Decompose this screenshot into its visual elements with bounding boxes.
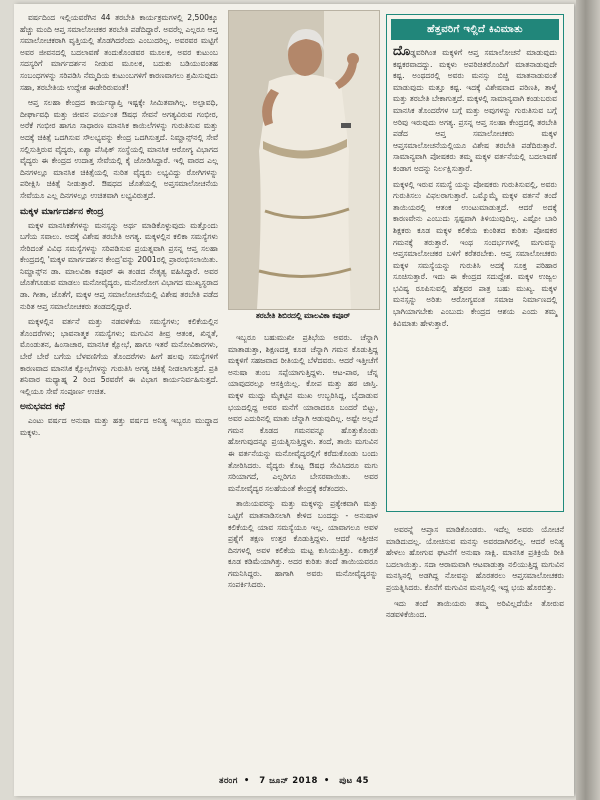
section2-paragraph-1: ಎಂಟು ವರ್ಷದ ಅನುಷಾ ಮತ್ತು ಹತ್ತು ವರ್ಷದ ಅನಿತ್ಯ ಇಬ್ಬರೂ ಮುದ್ದಾದ ಮಕ್ಕಳು. (20, 416, 218, 437)
middle-paragraph-1: ಇಬ್ಬರೂ ಬಹುಮುಖೀ ಪ್ರತಿಭೆಯ ಅವರು. ಚೆನ್ನಾಗಿ ಮಾತಾಡುತ್ತಾ, ಶಿಕ್ಷಣದತ್ತ ಕೂಡ ಚೆನ್ನಾಗಿ ಗಮನ ಕೊಡುತ್ತಿದ್ದ ಮಕ್ಕಳಿಗೆ ಸಹಜವಾದ ರೀತಿಯಲ್ಲಿ ಬೆಳೆದವರು. ಆದರೆ ಇತ್ತೀಚೆಗೆ ಅನುಷಾ ತುಂಬ ಸಪ್ಪೆಯಾಗುತ್ತಿದ್ದಳು. ಆಟ-ಪಾಠ, ಚೆನ್ನ ಯಾವುದರಲ್ಲೂ ಆಸಕ್ತಿಯಿಲ್ಲ. ಕೋಪ ಮತ್ತು ಹಠ ಜಾಸ್ತಿ. ಮಕ್ಕಳ ಮುದ್ದು ಮೈಕಟ್ಟಿನ ಮುಖ ಉಬ್ಬರಿಸಿದ್ದ, ಬೈದಾಡುವ ಭಯದಲ್ಲಿದ್ದ ಅವರ ಮನೆಗೆ ಯಾರಾದರೂ ಬಂದರೆ ಬಿಟ್ಟು, ಅವರ ಎದುರಿನಲ್ಲಿ ಮಾತು ಚೆನ್ನಾಗಿ ಆಡುವುದಿಲ್ಲ. ಅಷ್ಟೇ ಅಲ್ಲದೆ ಗಮನ ಕೊಡದ ಗಮನವನ್ನೂ ಹೊತ್ತುಕೊಂಡು ಹೋಗುವುದನ್ನೂ ಪ್ರಯತ್ನಿಸುತ್ತಿದ್ದಳು. ತಂದೆ, ತಾಯಿ ಮಗುವಿನ ಈ ವರ್ತನೆಯನ್ನು ಮನೋವೈದ್ಯರಲ್ಲಿಗೆ ಕರೆದುಕೊಂಡು ಬಂದು ತೋರಿಸಿದರು. ವೈದ್ಯರು ಕೊಟ್ಟ ಔಷಧ ಸೇವಿಸಿದರೂ ಮಗು ಸರಿಯಾಗದೆ, ಎಲ್ಲರಿಗೂ ಬೇಸರವಾಯಿತು. ಅವರ ಮನೋವೈದ್ಯರ ಸಲಹೆಯಂತೆ ಕೇಂದ್ರಕ್ಕೆ ಕರೆತಂದರು. (228, 333, 378, 493)
sidebar-paragraph-1 (393, 46, 557, 175)
sidebar-body (387, 44, 563, 335)
right-paragraph-1: ಅವರನ್ನೆ ಆಪ್ತಾಸ ಮಾಡಿಕೊಂಡರು. ಇದೆಲ್ಲ ಅವರು ಯೋಚನೆ ಮಾಡಿದುದಲ್ಲ. ಯೋಚಿಸುವ ಮನಸ್ಸು ಅವರದಾಗಿರಲಿಲ್ಲ. ಆದರೆ ಅನಿತ್ಯ ಹೇಳಲು ಹೋಗುವ ಘಟನೆಗೆ ಅನುಷಾ ಸಾಕ್ಷಿ. ಮಾನಸಿಕ ಪ್ರತಿಕ್ರಿಯೆ ರೀತಿ ಬದಲಾಯಿತ್ತು. ಸದಾ ಆರಾಮವಾಗಿ ಆಟವಾಡುತ್ತಾ ನಲಿಯುತ್ತಿದ್ದ ಮಗುವಿನ ಮನಸ್ಸಿನಲ್ಲಿ ಅಡಗಿದ್ದ ನೋವನ್ನು ಹೊರತರಲು ಆಪ್ತಸಮಾಲೋಚಕರು ಪ್ರಯತ್ನಿಸಿದರು. ಕೊನೆಗೆ ಮಗುವಿನ ಮನಸ್ಸಿನಲ್ಲಿ ಇದ್ದ ಭಯ ಹೊರಬಿತ್ತು. (386, 525, 564, 592)
speaker-illustration (229, 11, 379, 309)
magazine-page (14, 4, 574, 796)
intro-paragraph-2: ಆಪ್ತ ಸಲಹಾ ಕೇಂದ್ರದ ಕಾರ್ಯವ್ಯಾಪ್ತಿ ಇಷ್ಟಕ್ಕೇ ಸೀಮಿತವಾಗಿಲ್ಲ. ಅಲ್ಪಾವಧಿ, ದೀರ್ಘಾವಧಿ ಮತ್ತು ಜೀವನ ಪರ್ಯಂತ ಔಷಧ ಸೇವನೆ ಅಗತ್ಯವಿರುವ ಗಂಭೀರ, ಅರೆಕೆ ಗಂಭೀರ ಹಾಗೂ ಸಾಧಾರಣ ಮಾನಸಿಕ ಕಾಯಿಲೆಗಳನ್ನು ಗುರುತಿಸುವ ಮತ್ತು ಅದಕ್ಕೆ ಚಿಕಿತ್ಸೆ ಒದಗಿಸುವ ಸೌಲಭ್ಯವನ್ನು ಕೇಂದ್ರ ಒದಗಿಸುತ್ತದೆ. ನಿಮ್ಹಾನ್ಸ್‌ನಲ್ಲಿ ಸೇವೆ ಸಲ್ಲಿಸುತ್ತಿರುವ ವೈದ್ಯರು, ಏಶ್ಯಾ ಪೆಸಿಫಿಕ್ ಸಂಸ್ಥೆಯಲ್ಲಿ ಮಾನಸಿಕ ಆರೋಗ್ಯ ವಿಭಾಗದ ವೈದ್ಯರು ಈ ಕೇಂದ್ರದ ಉದಾತ್ತ ಸೇವೆಯಲ್ಲಿ ಕೈ ಜೋಡಿಸಿದ್ದಾರೆ. ಇಲ್ಲಿ ವಾರದ ಎಲ್ಲ ದಿನಗಳಲ್ಲೂ ಮಾನಸಿಕ ಚಿಕಿತ್ಸೆಯಲ್ಲಿ ನುರಿತ ವೈದ್ಯರು ಲಭ್ಯವಿದ್ದು ರೋಗಿಗಳನ್ನು ಪರೀಕ್ಷಿಸಿ ಚಿಕಿತ್ಸೆ ನೀಡುತ್ತಾರೆ. ಔಷಧದ ಜೊತೆಯಲ್ಲಿ ಅಪ್ತಸಮಾಲೋಚನೆಯ ಸೇವೆಯೂ ಎಲ್ಲ ದಿನಗಳಲ್ಲೂ ಉಚಿತವಾಗಿ ಲಭ್ಯವಿರುತ್ತದೆ. (20, 98, 218, 200)
middle-paragraph-2: ತಾಯಿಯವರನ್ನು ಮತ್ತು ಮಕ್ಕಳನ್ನು ಪ್ರತ್ಯೇಕವಾಗಿ ಮತ್ತು ಒಟ್ಟಿಗೆ ಮಾತನಾಡಿಸಲಾಗಿ ಕೇಳಿದ ಬಂದದ್ದು - ಅನುಷಾಳ ಕಲಿಕೆಯಲ್ಲಿ ಯಾವ ಸಮಸ್ಯೆಯೂ ಇಲ್ಲ. ಯಾವಾಗಲೂ ಅವಳ ಪ್ರಶ್ನೆಗೆ ತಕ್ಷಣ ಉತ್ತರ ಕೊಡುತ್ತಿದ್ದಳು. ಆದರೆ ಇತ್ತೀಚಿನ ದಿನಗಳಲ್ಲಿ ಅವಳ ಕಲಿಕೆಯ ಮಟ್ಟ ಕುಸಿಯುತ್ತಿತ್ತು. ಏಕಾಗ್ರತೆ ಕೂಡ ಕಡಿಮೆಯಾಗಿತ್ತು. ಅದರ ಕುರಿತು ತಂದೆ ತಾಯಿಯವರೂ ಗಮನಿಸಿದ್ದರು. ಹಾಗಾಗಿ ಅವರು ಮನೋವೈದ್ಯರನ್ನು ಸಂಪರ್ಕಿಸಿದರು. (228, 499, 378, 590)
left-column (20, 12, 218, 772)
sidebar-title: ಹೆತ್ತವರಿಗೆ ಇಲ್ಲಿದೆ ಕಿವಿಮಾತು (391, 19, 559, 40)
page-binding-edge (576, 0, 600, 800)
section1-paragraph-2: ಮಕ್ಕಳಲ್ಲಿನ ವರ್ತನೆ ಮತ್ತು ನಡವಳಿಕೆಯ ಸಮಸ್ಯೆಗಳು; ಕಲಿಕೆಯಲ್ಲಿನ ತೊಂದರೆಗಳು; ಭಾವನಾತ್ಮಕ ಸಮಸ್ಯೆಗಳು; ಮಗುವಿನ ತೀವ್ರ ಆತಂಕ, ಖಿನ್ನತೆ, ಮೊಂಡುತನ, ಹಿಂಸಾಚಾರ, ಮಾನಸಿಕ ಕ್ಷೋಭೆ, ಹಾಗೂ ಇತರೆ ಮನೋವಿಕಾರಗಳು, ಬೇರೆ ಬೇರೆ ಬಗೆಯ ಬೆಳವಣಿಗೆಯ ತೊಂದರೆಗಳು ಹೀಗೆ ಹಲವು ಸಮಸ್ಯೆಗಳಿಗೆ ಕಾರಣವಾದ ಮಾನಸಿಕ ಕ್ಷೋಭೆಗಳನ್ನು ಗುರುತಿಸಿ ಅಗತ್ಯ ಚಿಕಿತ್ಸೆ ನೀಡಲಾಗುತ್ತದೆ. ಪ್ರತಿ ಶನಿವಾರ ಮಧ್ಯಾಹ್ನ 2 ರಿಂದ 5ರವರೆಗೆ ಈ ವಿಭಾಗ ಕಾರ್ಯನಿರ್ವಹಿಸುತ್ತದೆ. ಇಲ್ಲಿಯೂ ಸೇವೆ ಸಂಪೂರ್ಣ ಉಚಿತ. (20, 317, 218, 396)
sidebar-paragraph-1-text: ಡ್ಡವರಿಗಿಂತ ಮಕ್ಕಳಿಗೆ ಆಪ್ತ ಸಮಾಲೋಚನೆ ಮಾಡುವುದು ಕಷ್ಟಕರವಾದದ್ದು. ಮಕ್ಕಳು ಅಪರಿಚಿತರೊಂದಿಗೆ ಮಾತನಾಡುವುದೇ ಕಷ್ಟ. ಅಂಥದರಲ್ಲಿ ಅವರು ಮನಸ್ಸು ಬಿಚ್ಚಿ ಮಾತನಾಡುವಂತೆ ಮಾಡುವುದು ಮತ್ತೂ ಕಷ್ಟ. ಇದಕ್ಕೆ ವಿಶೇಷವಾದ ಪರಿಣತಿ, ತಾಳ್ಮೆ ಮತ್ತು ತರಬೇತಿ ಬೇಕಾಗುತ್ತದೆ. ಮಕ್ಕಳಲ್ಲಿ ಸಾಮಾನ್ಯವಾಗಿ ಕಂಡುಬರುವ ಮಾನಸಿಕ ತೊಂದರೆಗಳ ಬಗ್ಗೆ ಮತ್ತು ಅವುಗಳನ್ನು ಗುರುತಿಸುವ ಬಗ್ಗೆ ಅರಿವು ಇರುವುದು ಅಗತ್ಯ. ಪ್ರಸನ್ನ ಆಪ್ತ ಸಲಹಾ ಕೇಂದ್ರದಲ್ಲಿ ತರಬೇತಿ ಪಡೆದ ಆಪ್ತ ಸಮಾಲೋಚಕರು ಮಕ್ಕಳ ಆಪ್ತಸಮಾಲೋಚನೆಯಲ್ಲಿಯೂ ವಿಶೇಷ ತರಬೇತಿ ಪಡೆದಿರುತ್ತಾರೆ. ಸಾಮಾನ್ಯವಾಗಿ ಪೋಷಕರು ತಮ್ಮ ಮಕ್ಕಳ ವರ್ತನೆಯಲ್ಲಿ ಬದಲಾವಣೆ ಕಂಡಾಗ ಅದನ್ನು ನಿರ್ಲಕ್ಷಿಸುತ್ತಾರೆ. (393, 48, 558, 173)
footer-page-number: ಪುಟ 45 (339, 776, 370, 786)
speaker-photo (228, 10, 380, 310)
section-heading-experience-story: ಅನುಭವದ ಕಥೆ (20, 402, 65, 413)
advice-sidebar-box (386, 14, 564, 512)
photo-caption: ತರಬೇತಿ ಶಿಬಿರದಲ್ಲಿ ಮಾಲವಿಕಾ ಕಪೂರ್ (255, 311, 351, 320)
footer-magazine-name: ತರಂಗ (218, 776, 238, 786)
section-heading-guidance-centre: ಮಕ್ಕಳ ಮಾರ್ಗದರ್ಶನ ಕೇಂದ್ರ (20, 206, 104, 217)
sidebar-paragraph-2: ಮಕ್ಕಳಲ್ಲಿ ಇರುವ ಸಮಸ್ಯೆ ಯನ್ನು ಪೋಷಕರು ಗುರುತಿಸುವಲ್ಲಿ, ಅವರು ಗುರುತಿಸಲು ವಿಫಲರಾಗುತ್ತಾರೆ. ಒಮ್ಮೊಮ್ಮೆ ಮಕ್ಕಳ ವರ್ತನೆ ತಂದೆ ತಾಯಿಯರಲ್ಲಿ ಆತಂಕ ಉಂಟುಮಾಡುತ್ತದೆ. ಆದರೆ ಅದಕ್ಕೆ ಕಾರಣವೇನು ಎಂಬುದು ಸ್ಪಷ್ಟವಾಗಿ ತಿಳಿಯುವುದಿಲ್ಲ. ಎಷ್ಟೋ ಬಾರಿ ಶಿಕ್ಷಕರು ಕೂಡ ಮಕ್ಕಳ ಕಲಿಕೆಯ ಕುಂಠಿತದ ಕುರಿತು ಪೋಷಕರ ಗಮನಕ್ಕೆ ತರುತ್ತಾರೆ. ಇಂಥ ಸಂದರ್ಭಗಳಲ್ಲಿ ಮಗುವನ್ನು ಆಪ್ತಸಮಾಲೋಚಕರ ಬಳಿಗೆ ಕರೆತರಬೇಕು. ಆಪ್ತ ಸಮಾಲೋಚಕರು ಮಕ್ಕಳ ಸಮಸ್ಯೆಯನ್ನು ಗುರುತಿಸಿ ಅದಕ್ಕೆ ಸೂಕ್ತ ಪರಿಹಾರ ಸೂಚಿಸುತ್ತಾರೆ. ಇದು ಈ ಕೇಂದ್ರದ ಸದುದ್ದೇಶ. ಮಕ್ಕಳ ಉಜ್ವಲ ಭವಿಷ್ಯ ರೂಪಿಸುವಲ್ಲಿ ಹೆತ್ತವರ ಪಾತ್ರ ಬಹು ಮುಖ್ಯ. ಮಕ್ಕಳ ಮನಸ್ಸನ್ನು ಅರಿತು ಆರೋಗ್ಯವಂತ ಸಮಾಜ ನಿರ್ಮಾಣದಲ್ಲಿ ಭಾಗಿಯಾಗಬೇಕು ಎಂಬುದು ಕೇಂದ್ರದ ಆಶಯ ಎಂದು ತಮ್ಮ ಕಿವಿಮಾತು ಹೇಳುತ್ತಾರೆ. (393, 179, 557, 328)
intro-paragraph-1: ವರ್ಷದಿಂದ ಇಲ್ಲಿಯವರೆಗಿನ 44 ತರಬೇತಿ ಕಾರ್ಯಕ್ರಮಗಳಲ್ಲಿ 2,500ಕ್ಕೂ ಹೆಚ್ಚು ಮಂದಿ ಆಪ್ತ ಸಮಾಲೋಚಕರ ತರಬೇತಿ ಪಡೆದಿದ್ದಾರೆ. ಅವರೆಲ್ಲ ಎಲ್ಲರೂ ಆಪ್ತ ಸಮಾಲೋಚಕರಾಗಿ ವೃತ್ತಿಯಲ್ಲಿ ತೊಡಗಿದರೆಂದು ಎಂಬುದರಿಲ್ಲ. ಅವರವರ ಮಟ್ಟಿಗೆ ಅವರ ಜೀವನದಲ್ಲಿ ಬದಲಾವಣೆ ತಂದುಕೊಂಡವರ ಮೂಲಕ, ಅವರ ಕುಟುಂಬ ಸದಸ್ಯರಿಗೆ ಮಾರ್ಗದರ್ಶನ ನೀಡುವ ಮೂಲಕ, ಬದುಕು ಬಡಿಯುವಂತಹ ಸಂಬಂಧಗಳನ್ನು ಸರಿಪಡಿಸಿ ನೆಮ್ಮದಿಯ ಕುಟುಂಬಗಳಿಗೆ ಕಾರಣವಾಗಲು ಶ್ರಮಿಸುವುದು ಸಹಾ, ತರಬೇತಿಯ ಉದ್ದೇಶ ಈಡೇರಿರುವಂತೆ! (20, 13, 218, 92)
sidebar-dropcap: ದೊ (393, 44, 411, 59)
footer-date: 7 ಜೂನ್ 2018 (259, 776, 318, 786)
right-column (386, 524, 564, 764)
right-paragraph-2: ಇದು ತಂದೆ ತಾಯಿಯರು ತಮ್ಮ ಅರಿವಿಲ್ಲದೆಯೇ ತೋರುವ ನಡವಳಿಕೆಯಿಂದ. (386, 598, 564, 620)
middle-column (228, 332, 378, 767)
section1-paragraph-1: ಮಕ್ಕಳ ಮಾನಸಿಕತೆಗಳನ್ನು ಮನಸ್ಸನ್ನು ಅರ್ಥ ಮಾಡಿಕೊಳ್ಳುವುದು ಮತ್ತೊಂದು ಬಗೆಯ ಸವಾಲು. ಅದಕ್ಕೆ ವಿಶೇಷ ತರಬೇತಿ ಅಗತ್ಯ. ಮಕ್ಕಳಲ್ಲಿನ ಕಲಿಕಾ ಸಮಸ್ಯೆಗಳು ಸೇರಿದಂತೆ ವಿವಿಧ ಸಮಸ್ಯೆಗಳನ್ನು ಸರಿಪಡಿಸುವ ಪ್ರಯತ್ನವಾಗಿ ಪ್ರಸನ್ನ ಆಪ್ತ ಸಲಹಾ ಕೇಂದ್ರದಲ್ಲಿ 'ಮಕ್ಕಳ ಮಾರ್ಗದರ್ಶನ ಕೇಂದ್ರ'ವನ್ನು 2001ರಲ್ಲಿ ಪ್ರಾರಂಭಿಸಲಾಯಿತು. ನಿಮ್ಹಾನ್ಸ್‌ನ ಡಾ. ಮಾಲವಿಕಾ ಕಪೂರ್ ಈ ತಂಡದ ನೇತೃತ್ವ ವಹಿಸಿದ್ದಾರೆ. ಅವರ ಜೊತೆಗೂಡುವ ಮಾಡಲು ಮನೋವೈದ್ಯರು, ಮನೋರೋಗ ವಿಭಾಗದ ಮುಖ್ಯಸ್ಥರಾದ ಡಾ. ಗೀತಾ, ಜೊತೆಗೆ, ಮಕ್ಕಳ ಆಪ್ತ ಸಮಾಲೋಚನೆಯಲ್ಲಿ ವಿಶೇಷ ತರಬೇತಿ ಪಡೆದ ನುರಿತ ಆಪ್ತ ಸಮಾಲೋಚಕರು ತಂಡದಲ್ಲಿದ್ದಾರೆ. (20, 220, 218, 311)
page-footer: ತರಂಗ • 7 ಜೂನ್ 2018 • ಪುಟ 45 (218, 776, 370, 786)
